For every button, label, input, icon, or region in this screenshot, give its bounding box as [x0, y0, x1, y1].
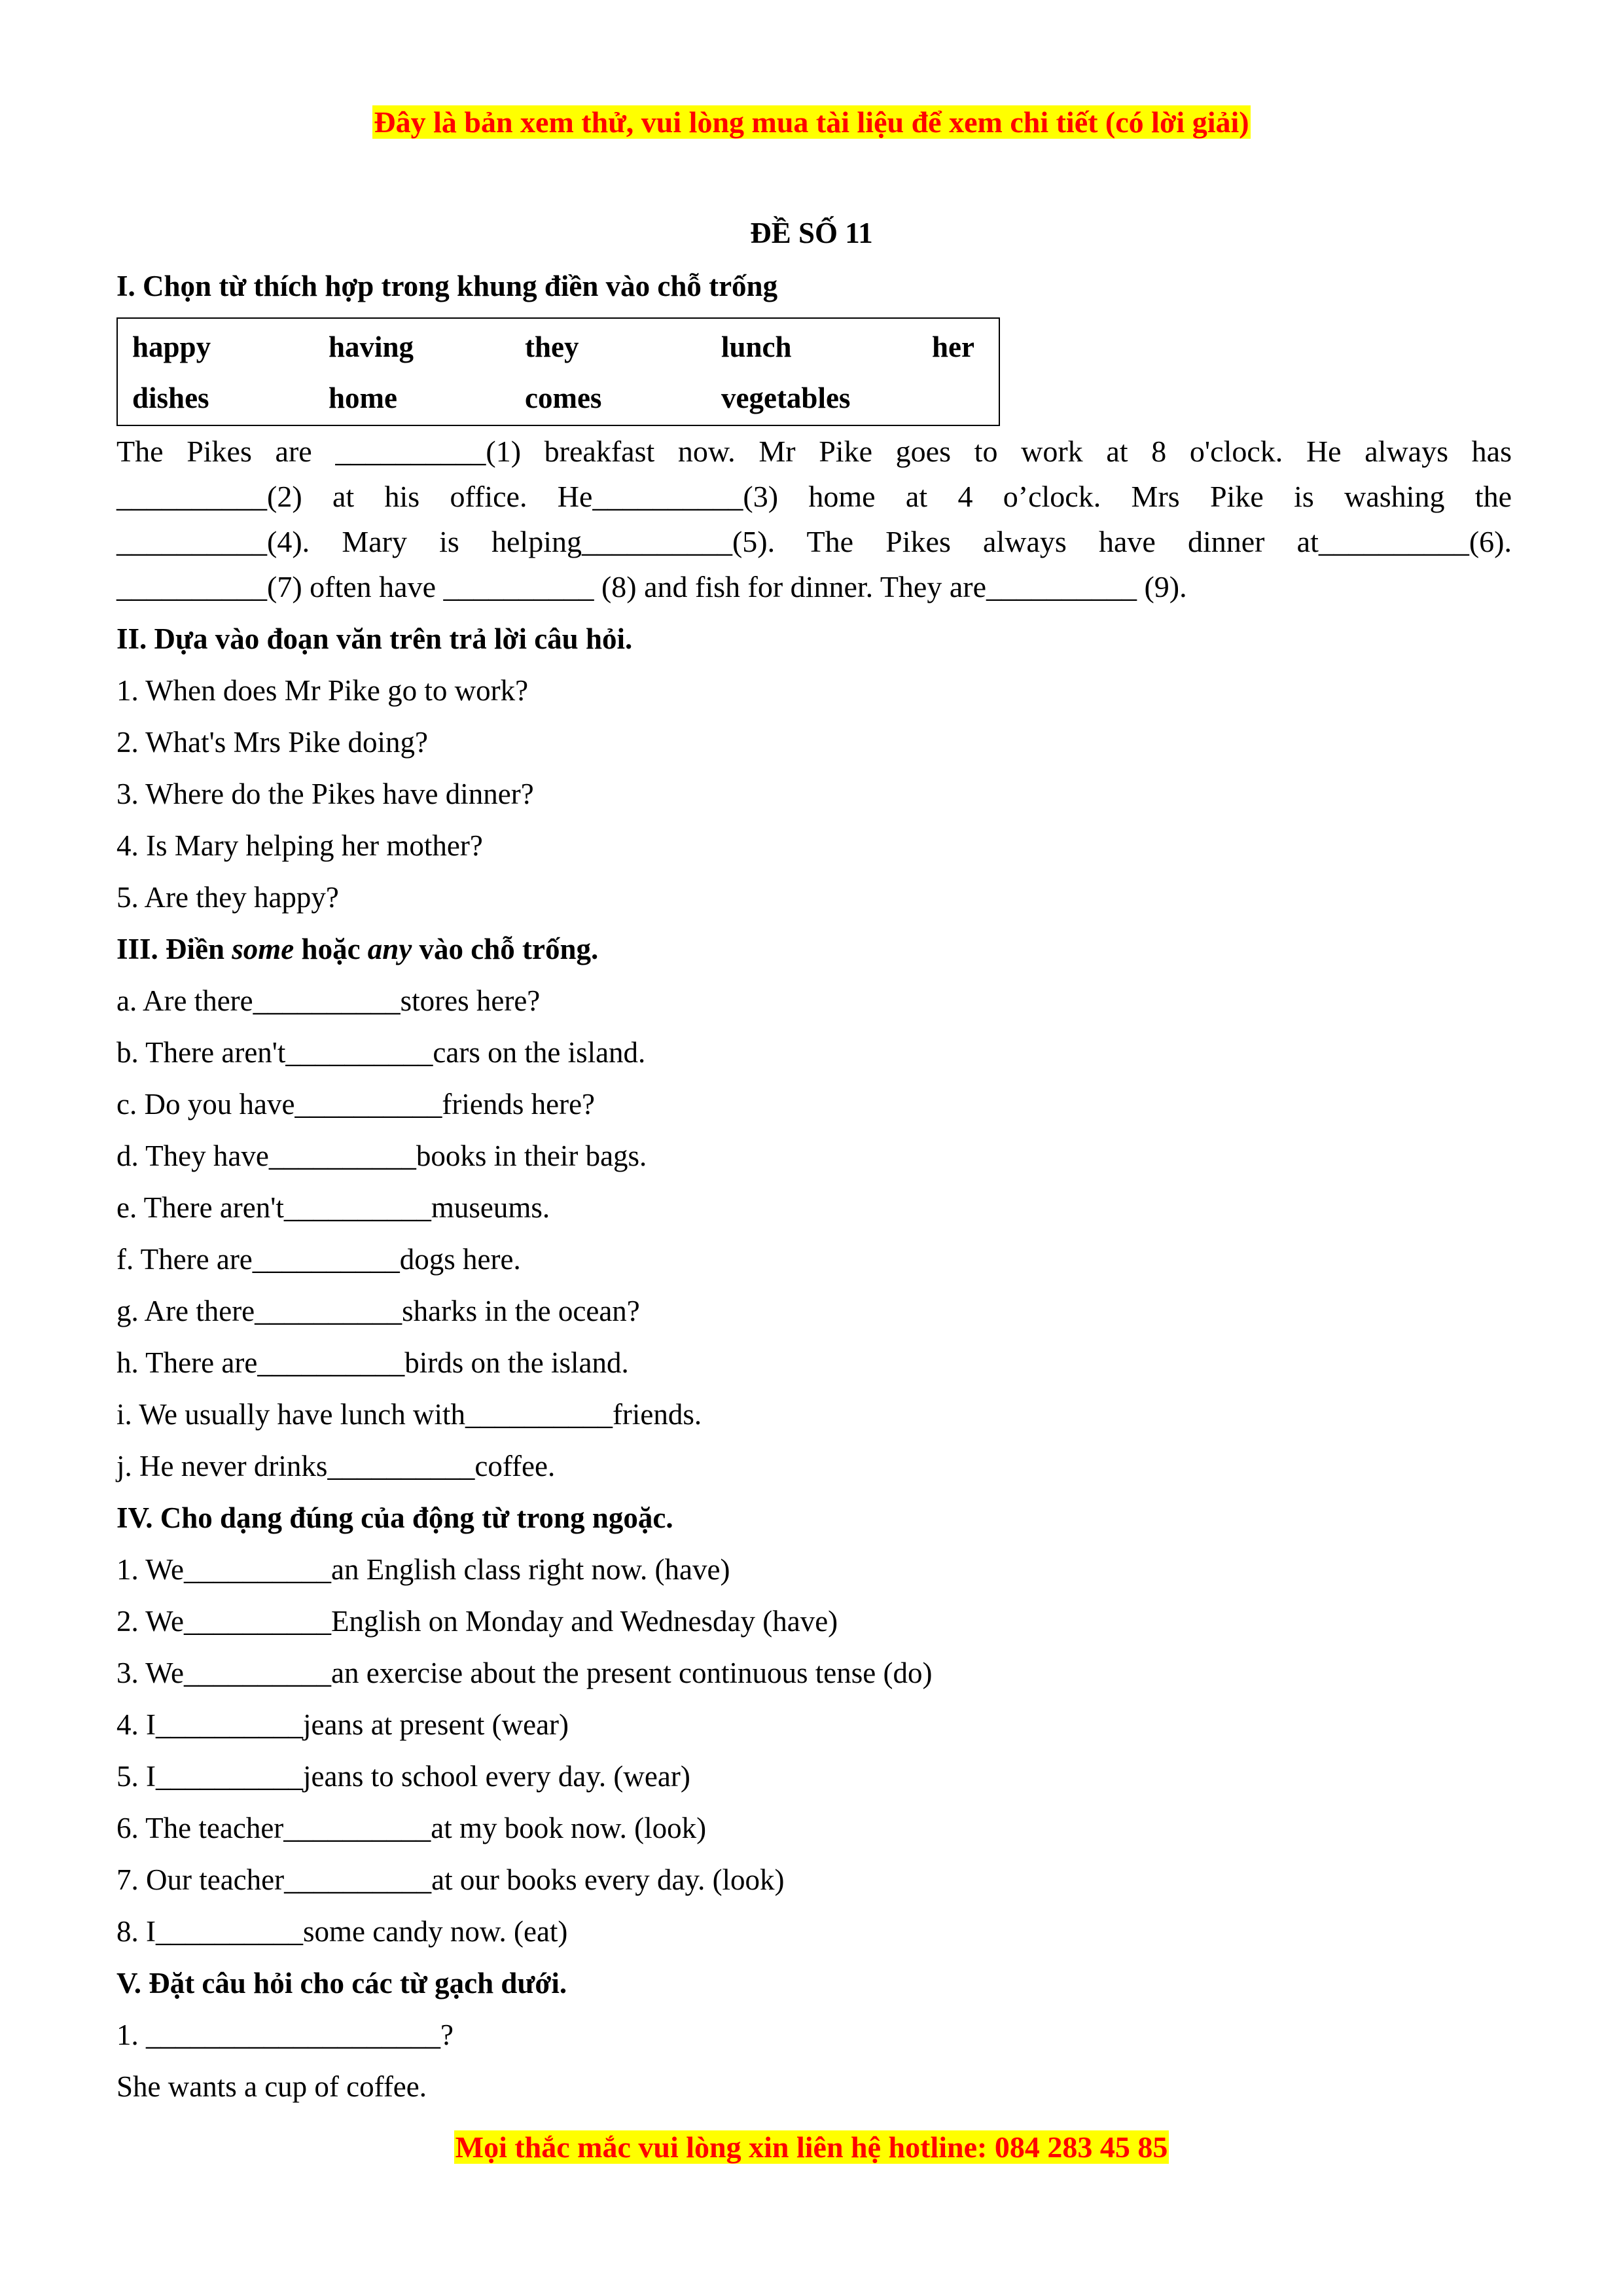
question-item: 3. Where do the Pikes have dinner? — [116, 778, 534, 810]
word-box-row-1 — [132, 321, 984, 372]
section-3-heading-post: vào chỗ trống. — [412, 933, 599, 965]
preview-notice — [0, 105, 1623, 139]
preview-notice-text: Đây là bản xem thử, vui lòng mua tài liệu để xem chi tiết (có lời giải) — [374, 105, 1249, 139]
hotline-notice-text: Mọi thắc mắc vui lòng xin liên hệ hotline: 084 283 45 85 — [455, 2130, 1168, 2164]
exercise-item: i. We usually have lunch with__________friends. — [116, 1398, 702, 1431]
section-3-heading-any: any — [367, 933, 412, 965]
word-box-word: they — [525, 331, 579, 363]
section-3-heading-mid: hoặc — [294, 933, 368, 965]
word-box — [116, 317, 1000, 426]
word-box-word: dishes — [132, 382, 209, 414]
passage-line: The Pikes are __________(1) breakfast now. Mr Pike goes to work at 8 o'clock. He always has — [116, 435, 1512, 468]
section-3-heading-some: some — [232, 933, 294, 965]
question-item: 1. When does Mr Pike go to work? — [116, 674, 529, 707]
word-box-word: happy — [132, 331, 211, 363]
section-4-heading: IV. Cho dạng đúng của động từ trong ngoặc. — [116, 1501, 673, 1534]
section-5-heading: V. Đặt câu hỏi cho các từ gạch dưới. — [116, 1967, 567, 2000]
verb-item: 1. We__________an English class right now. (have) — [116, 1553, 730, 1586]
exercise-item: j. He never drinks__________coffee. — [116, 1450, 556, 1482]
question-item: 4. Is Mary helping her mother? — [116, 829, 483, 862]
hotline-notice — [0, 2130, 1623, 2164]
verb-item: 7. Our teacher__________at our books every day. (look) — [116, 1863, 785, 1896]
exam-title: ĐỀ SỐ 11 — [750, 217, 873, 249]
answer-sentence: She wants a cup of coffee. — [116, 2070, 427, 2103]
verb-item: 5. I__________jeans to school every day. (wear) — [116, 1760, 690, 1793]
exercise-item: b. There aren't__________cars on the island. — [116, 1036, 646, 1069]
section-3-heading-pre: III. Điền — [116, 933, 232, 965]
exercise-item: e. There aren't__________museums. — [116, 1191, 550, 1224]
verb-item: 4. I__________jeans at present (wear) — [116, 1708, 569, 1741]
exercise-item: a. Are there__________stores here? — [116, 984, 541, 1017]
exercise-item: f. There are__________dogs here. — [116, 1243, 521, 1276]
section-3-heading — [116, 924, 1512, 975]
word-box-word: home — [329, 382, 397, 414]
fill-in-passage — [116, 429, 1512, 609]
verb-item: 3. We__________an exercise about the present continuous tense (do) — [116, 1657, 933, 1689]
verb-item: 6. The teacher__________at my book now. (look) — [116, 1812, 707, 1844]
word-box-word: her — [932, 331, 974, 363]
word-box-row-2 — [132, 372, 984, 423]
exercise-item: c. Do you have__________friends here? — [116, 1088, 596, 1121]
exercise-item: g. Are there__________sharks in the ocean? — [116, 1295, 640, 1327]
exercise-item: h. There are__________birds on the island. — [116, 1346, 629, 1379]
section-1-heading: I. Chọn từ thích hợp trong khung điền vào chỗ trống — [116, 270, 778, 302]
word-box-word: comes — [525, 382, 602, 414]
verb-item: 8. I__________some candy now. (eat) — [116, 1915, 568, 1948]
verb-item: 2. We__________English on Monday and Wednesday (have) — [116, 1605, 838, 1638]
word-box-word: having — [329, 331, 414, 363]
section-2-heading: II. Dựa vào đoạn văn trên trả lời câu hỏi. — [116, 622, 633, 655]
passage-line: __________(2) at his office. He__________(3) home at 4 o’clock. Mrs Pike is washing the — [116, 480, 1512, 513]
word-box-word: lunch — [721, 331, 792, 363]
passage-line: __________(7) often have __________ (8) and fish for dinner. They are__________ (9). — [116, 570, 1187, 603]
question-item: 2. What's Mrs Pike doing? — [116, 726, 428, 759]
question-item: 5. Are they happy? — [116, 881, 339, 914]
exam-content — [116, 260, 1512, 2113]
question-blank: 1. ____________________? — [116, 2018, 454, 2051]
exercise-item: d. They have__________books in their bags. — [116, 1139, 647, 1172]
passage-line: __________(4). Mary is helping__________(5). The Pikes always have dinner at__________(6). — [116, 525, 1512, 558]
word-box-word: vegetables — [721, 382, 851, 414]
